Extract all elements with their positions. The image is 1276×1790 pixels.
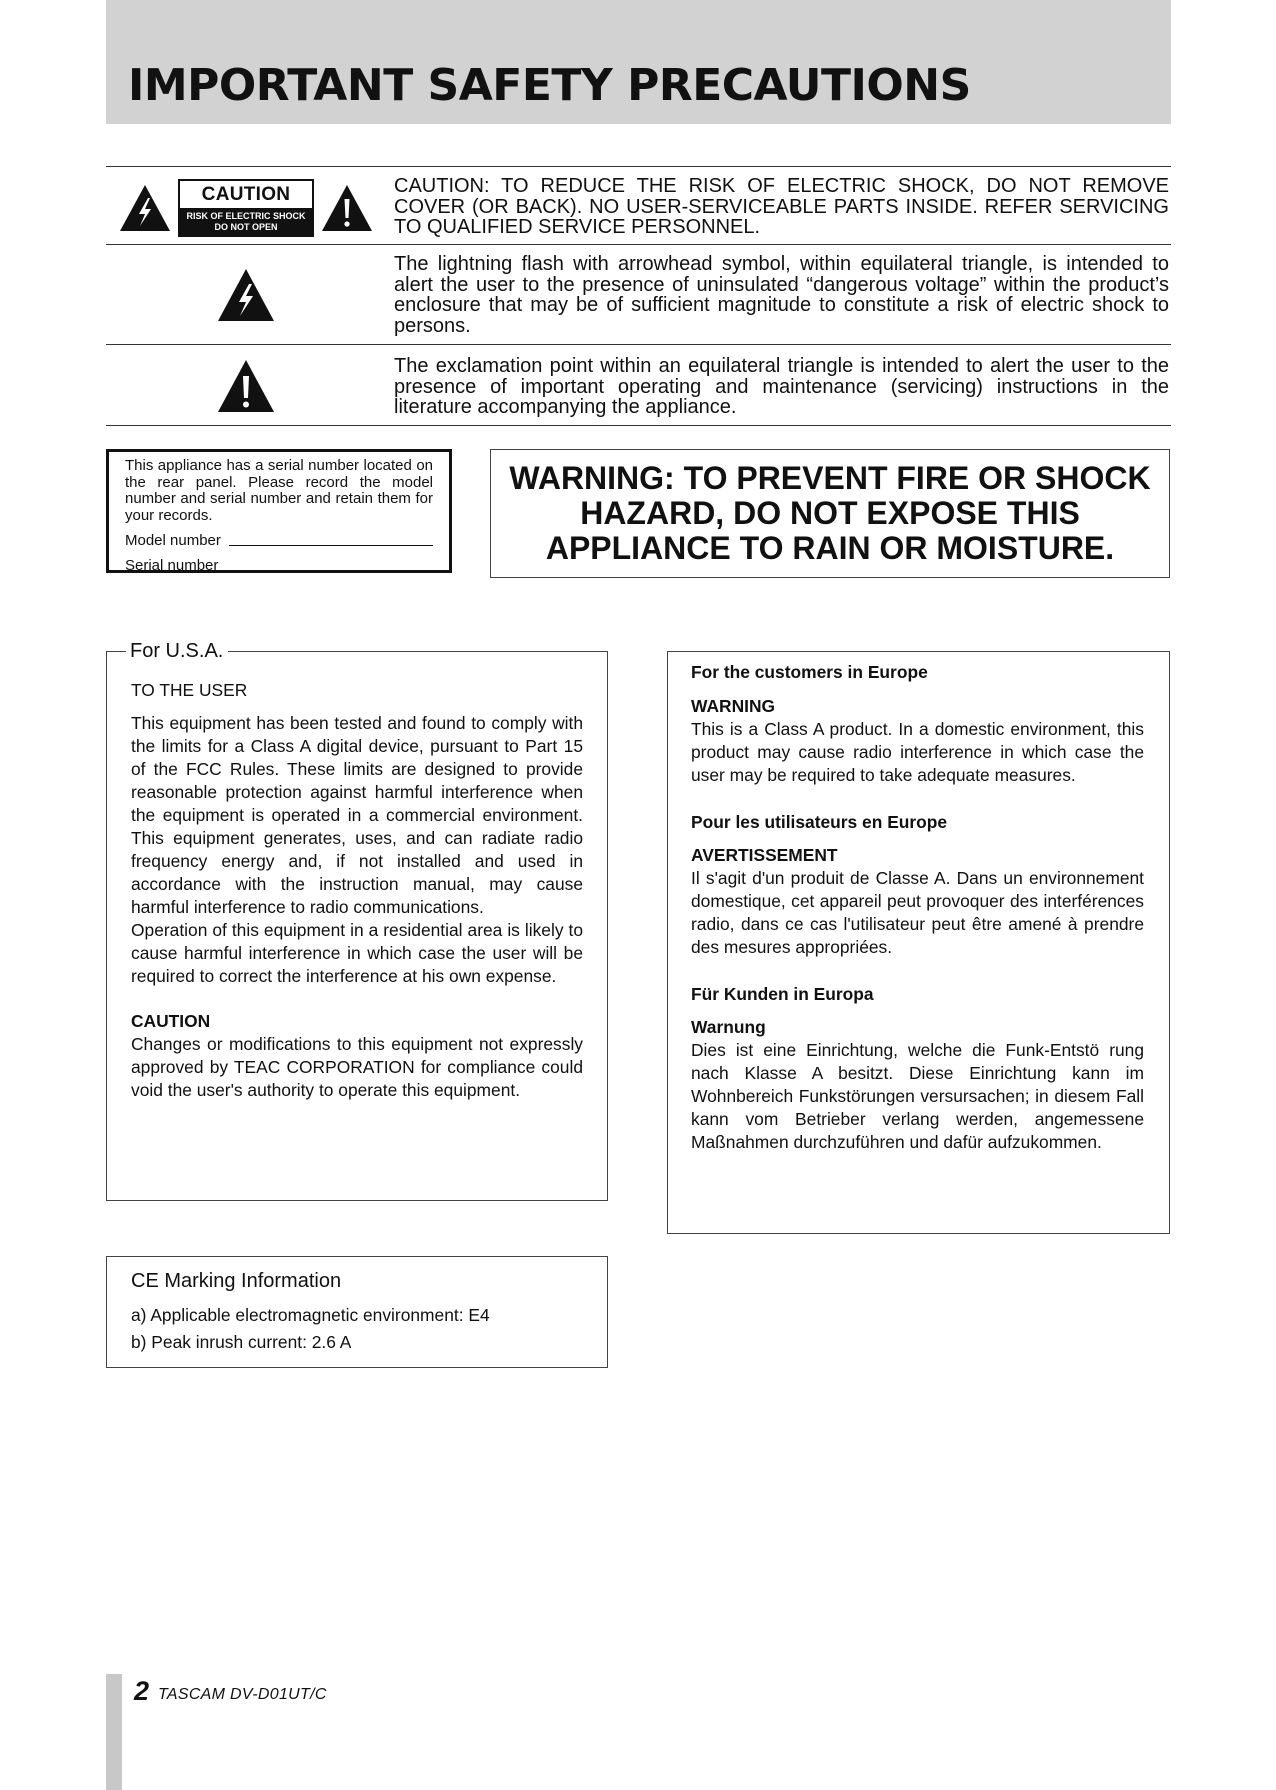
- europe-fr-heading: Pour les utilisateurs en Europe: [691, 812, 948, 832]
- ce-line-b: b) Peak inrush current: 2.6 A: [131, 1332, 352, 1352]
- europe-content: [691, 661, 1144, 1154]
- table-rule-2: [106, 344, 1171, 345]
- europe-de-warning: Warnung: [691, 1017, 766, 1037]
- serial-number-box: [106, 449, 452, 573]
- page-title: IMPORTANT SAFETY PRECAUTIONS: [128, 60, 971, 111]
- ce-marking-title: CE Marking Information: [131, 1270, 342, 1292]
- table-rule-bottom: [106, 425, 1171, 426]
- table-rule-top: [106, 166, 1171, 167]
- lightning-triangle-icon: [216, 267, 276, 323]
- europe-fr-warning: AVERTISSEMENT: [691, 845, 838, 865]
- exclamation-row-text: The exclamation point within an equilateral triangle is intended to alert the user to the presence of important operating and maintenance (servicing) instructions in the literature accompanying the appliance.: [394, 355, 1169, 418]
- warning-line-3: APPLIANCE TO RAIN OR MOISTURE.: [545, 530, 1115, 566]
- model-number-blank: [229, 545, 433, 546]
- europe-fr-text: Il s'agit d'un produit de Classe A. Dans un environnement domestique, cet appareil peut provoquer des interférences radio, dans ce cas l'utilisateur peut être amené à prendre des mesures appropriées.: [691, 868, 1144, 957]
- europe-de-heading: Für Kunden in Europa: [691, 984, 874, 1004]
- warning-text: [509, 461, 1150, 566]
- europe-de-text: Dies ist eine Einrichtung, welche die Funk-Entstö rung nach Klasse A besitzt. Diese Einrichtung kann im Wohnbereich Funkstörungen versursachen; in diesem Fall kann vom Betrieber verlang werden, angemessene Maßnahmen durchzuführen und dafür aufzukommen.: [691, 1040, 1144, 1152]
- caution-label-subtitle: [180, 208, 312, 235]
- europe-en-warning: WARNING: [691, 696, 776, 716]
- caution-row-text: CAUTION: TO REDUCE THE RISK OF ELECTRIC SHOCK, DO NOT REMOVE COVER (OR BACK). NO USER-SERVICEABLE PARTS INSIDE. REFER SERVICING TO QUALIFIED SERVICE PERSONNEL.: [394, 175, 1169, 238]
- usa-heading: TO THE USER: [131, 680, 248, 700]
- exclamation-triangle-icon: [320, 183, 374, 233]
- model-number-line: [125, 527, 433, 549]
- warning-line-1: WARNING: TO PREVENT FIRE OR SHOCK: [509, 460, 1151, 496]
- footer-bar: [106, 1674, 122, 1790]
- usa-content: [131, 679, 583, 1102]
- footer-brand: TASCAM DV-D01UT/C: [158, 1686, 327, 1703]
- usa-paragraph-2: Operation of this equipment in a residential area is likely to cause harmful interference in which case the user will be required to correct the interference at his own expense.: [131, 920, 583, 986]
- lightning-symbol-cell: [106, 250, 386, 340]
- table-rule-1: [106, 244, 1171, 245]
- serial-number-line: [125, 552, 433, 574]
- lightning-row-text: The lightning flash with arrowhead symbol, within equilateral triangle, is intended to alert the user to the presence of uninsulated “dangerous voltage” within the product’s enclosure that may be of sufficient magnitude to constitute a risk of electric shock to persons.: [394, 253, 1169, 337]
- serial-box-text: This appliance has a serial number located on the rear panel. Please record the model number and serial number and retain them for your records.: [125, 457, 433, 524]
- caution-label-line2: DO NOT OPEN: [214, 221, 278, 232]
- caution-label: [178, 179, 314, 237]
- warning-box: [490, 449, 1170, 578]
- exclamation-symbol-cell: [106, 350, 386, 422]
- caution-label-title: CAUTION: [180, 181, 312, 208]
- warning-line-2: HAZARD, DO NOT EXPOSE THIS: [580, 495, 1080, 531]
- serial-number-label: Serial number: [125, 557, 219, 574]
- usa-caution-text: Changes or modifications to this equipment not expressly approved by TEAC CORPORATION for compliance could void the user's authority to operate this equipment.: [131, 1034, 583, 1100]
- europe-en-text: This is a Class A product. In a domestic environment, this product may cause radio interference in which case the user may be required to take adequate measures.: [691, 719, 1144, 785]
- lightning-triangle-icon: [118, 183, 172, 233]
- usa-paragraph-1: This equipment has been tested and found to comply with the limits for a Class A digital device, pursuant to Part 15 of the FCC Rules. These limits are designed to provide reasonable protection against harmful interference when the equipment is operated in a commercial environment. This equipment generates, uses, and can radiate radio frequency energy and, if not installed and used in accordance with the instruction manual, may cause harmful interference to radio communications.: [131, 713, 583, 917]
- europe-en-heading: For the customers in Europe: [691, 662, 928, 682]
- caution-symbol-group: [106, 172, 386, 244]
- caution-label-line1: RISK OF ELECTRIC SHOCK: [186, 211, 306, 221]
- ce-line-a: a) Applicable electromagnetic environment: E4: [131, 1305, 490, 1325]
- serial-number-blank: [226, 570, 433, 571]
- usa-legend: For U.S.A.: [126, 640, 228, 662]
- ce-marking-content: [131, 1266, 591, 1356]
- page-number: 2: [134, 1676, 150, 1706]
- model-number-label: Model number: [125, 532, 221, 549]
- usa-caution-title: CAUTION: [131, 1011, 211, 1031]
- exclamation-triangle-icon: [216, 358, 276, 414]
